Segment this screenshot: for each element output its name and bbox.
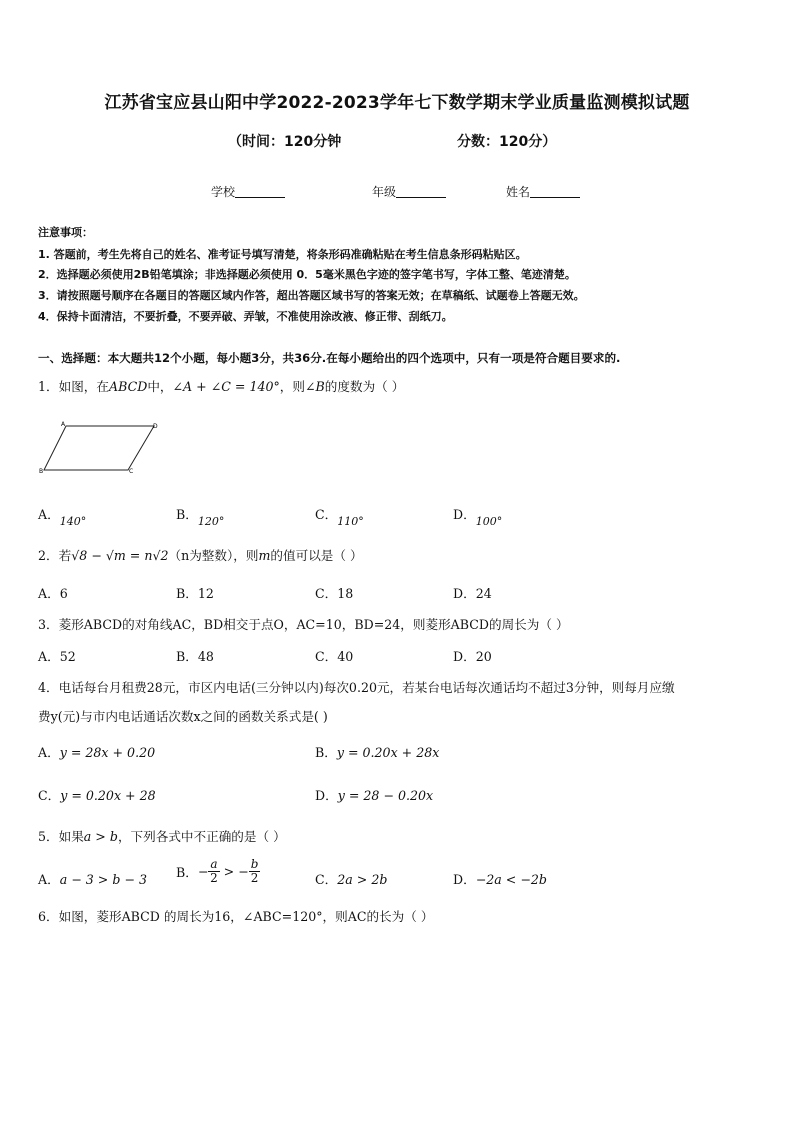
q4-option-d: D．y = 28 − 0.20x: [315, 788, 434, 803]
question-5: [38, 826, 286, 845]
school-label: 学校: [211, 185, 236, 199]
notice-item: 2．选择题必须使用2B铅笔填涂；非选择题必须使用 0．5毫米黑色字迹的签字笔书写，字体工整、笔迹清楚。: [38, 268, 576, 281]
section-heading: 一、选择题：本大题共12个小题，每小题3分，共36分.在每小题给出的四个选项中，只有一项是符合题目要求的.: [38, 351, 621, 365]
grade-blank: [396, 185, 446, 198]
q2-sqrt-8: √8: [71, 548, 88, 563]
q2-minus: −: [87, 548, 106, 563]
q2-text: 的值可以是（ ）: [270, 548, 363, 563]
question-4-line-1: 4．电话每台月租费28元，市区内电话(三分钟以内)每次0.20元，若某台电话每次通话均不超过3分钟，则每月应缴: [38, 680, 675, 695]
fraction-b-over-2: $\frac{b}{2}$: [250, 857, 259, 885]
q4-option-c: C．y = 0.20x + 28: [38, 788, 156, 803]
notice-heading: 注意事项：: [38, 226, 93, 239]
vertex-label-a: A: [61, 421, 66, 428]
fraction-a-over-2: $\frac{a}{2}$: [210, 857, 218, 885]
q2-option-a: A．6: [38, 586, 68, 601]
question-4-line-2: 费y(元)与市内电话通话次数x之间的函数关系式是( ): [38, 709, 328, 724]
q3-option-b: B．48: [176, 649, 214, 664]
exam-score: 分数：120分）: [457, 134, 557, 150]
q1-option-c: C．110°: [315, 507, 364, 528]
page-title: 江苏省宝应县山阳中学2022-2023学年七下数学期末学业质量监测模拟试题: [104, 93, 690, 113]
q5-text: ，下列各式中不正确的是（ ）: [117, 829, 286, 844]
q1-shape: ABCD: [108, 379, 148, 394]
school-blank: [235, 185, 285, 198]
q2-var: m: [258, 548, 271, 563]
q2-equals: = n: [125, 548, 153, 563]
q2-option-b: B．12: [176, 586, 214, 601]
name-blank: [530, 185, 580, 198]
q1-option-a: A．140°: [38, 507, 87, 528]
q5-condition: a > b: [83, 829, 118, 844]
q1-number: 1．如图，在: [38, 379, 109, 394]
notice-item: 3．请按照题号顺序在各题目的答题区域内作答，超出答题区域书写的答案无效；在草稿纸、试题卷上答题无效。: [38, 289, 585, 302]
q5-option-d: D．−2a < −2b: [453, 872, 547, 887]
q1-option-b: B．120°: [176, 507, 225, 528]
q1-parallelogram-figure: [36, 420, 166, 476]
q1-condition: ∠A + ∠C = 140°: [172, 379, 280, 394]
q5-option-c: C．2a > 2b: [315, 872, 388, 887]
q5-option-b: B．− $\frac{a}{2}$ > − $\frac{b}{2}$: [176, 857, 259, 885]
q1-text: 中，: [147, 379, 173, 394]
q2-option-c: C．18: [315, 586, 354, 601]
q3-option-c: C．40: [315, 649, 354, 664]
q3-option-a: A．52: [38, 649, 76, 664]
vertex-label-b: B: [39, 468, 44, 475]
exam-time: （时间：120分钟: [228, 134, 342, 150]
q2-option-d: D．24: [453, 586, 492, 601]
parallelogram-shape: [44, 426, 154, 470]
q1-option-d: D．100°: [453, 507, 503, 528]
q2-number: 2．若: [38, 548, 72, 563]
grade-label: 年级: [372, 185, 397, 199]
question-2: [38, 545, 363, 564]
question-3: 3．菱形ABCD的对角线AC，BD相交于点O，AC=10，BD=24，则菱形ABCD的周长为（ ）: [38, 617, 569, 632]
school-field: [211, 183, 285, 200]
question-6: 6．如图，菱形ABCD 的周长为16，∠ABC=120°，则AC的长为（ ）: [38, 909, 434, 924]
q1-text: ，则: [279, 379, 305, 394]
q5-text: 5．如果: [38, 829, 84, 844]
question-1: [38, 376, 404, 395]
name-field: [506, 183, 580, 200]
q2-sqrt-2: √2: [152, 548, 169, 563]
q1-angle: ∠B: [304, 379, 325, 394]
q4-option-b: B．y = 0.20x + 28x: [315, 745, 440, 760]
q3-option-d: D．20: [453, 649, 492, 664]
q2-sqrt-m: √m: [105, 548, 126, 563]
notice-item: 1. 答题前，考生先将自己的姓名、准考证号填写清楚，将条形码准确粘贴在考生信息条形码粘贴区。: [38, 248, 527, 261]
q4-option-a: A．y = 28x + 0.20: [38, 745, 156, 760]
name-label: 姓名: [506, 185, 531, 199]
q2-text: （n为整数），则: [168, 548, 259, 563]
vertex-label-d: D: [153, 423, 158, 430]
q1-text: 的度数为（ ）: [324, 379, 405, 394]
notice-item: 4．保持卡面清洁，不要折叠，不要弄破、弄皱，不准使用涂改液、修正带、刮纸刀。: [38, 310, 453, 323]
grade-field: [372, 183, 446, 200]
vertex-label-c: C: [129, 468, 134, 475]
q5-option-a: A．a − 3 > b − 3: [38, 872, 147, 887]
